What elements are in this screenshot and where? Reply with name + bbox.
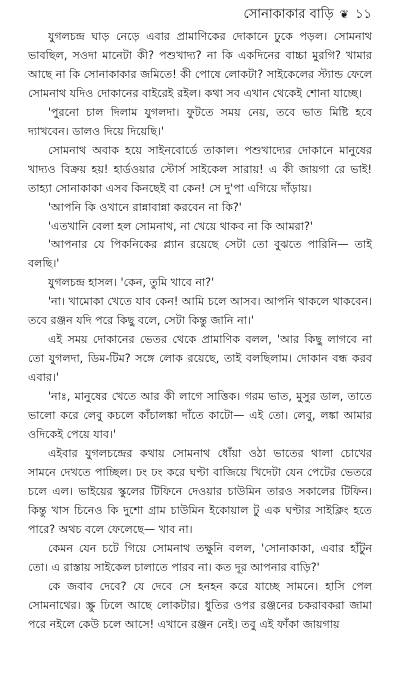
paragraph: যুগলচন্দ্র ঘাড় নেড়ে এবার প্রামাণিকের দোকানে ঢুকে পড়ল। সোমনাথ ভাবছিল, সওদা মানেটা কী? পশুখাদ্য? না কি একদিনের বাচ্চা মুরগি? খামার আছে না কি সোনাকাকার জমিতে! কী পোষে লোকটা? সাইকেলের স্ট্যান্ড ফেলে সোমনাথ যদিও দোকানের বাইরেই রইল। কথা সব এখান থেকেই শোনা যাচ্ছে। — [28, 30, 372, 100]
paragraph: 'আপনার যে পিকনিকের প্ল্যান রয়েছে সেটা তো বুঝতে পারিনি— তাই বলছি।' — [28, 238, 372, 271]
paragraph: সোমনাথ অবাক হয়ে সাইনবোর্ডে তাকাল। পশুখাদ্যের দোকানে মানুষের খাদ্যও বিক্রয় হয়! হার্ডওয়ার স্টোর্স সাইকেল সারায়! এ কী জায়গা রে ভাই! তাহ্যা সোনাকাকা এসব কিনছেই বা কেন! সে দু'পা এগিয়ে দাঁড়ায়। — [28, 143, 372, 195]
paragraph: এই সময় দোকানের ভেতর থেকে প্রামাণিক বলল, 'আর কিছু লাগবে না তো যুগলদা, ডিম-টিম? সঙ্গে লোক রয়েছে, তাই বলছিলাম। দোকান বন্ধ করব এবার।' — [28, 333, 372, 385]
paragraph: যুগলচন্দ্র হাসল। 'কেন, তুমি খাবে না?' — [47, 276, 215, 290]
running-header — [28, 6, 372, 28]
page-number: ১১ — [355, 7, 372, 22]
paragraph: 'আপনি কি ওখানে রান্নাবান্না করবেন না কি?' — [47, 200, 242, 214]
paragraph: 'নাঃ, মানুষের খেতে আর কী লাগে সাত্তিক। গরম ভাত, মুসুর ডাল, তাতে ভালো করে লেবু কচলে কাঁচালঙ্কা দাঁতে কাটো— এই তো। লেবু, লঙ্কা আমার ওদিকেই পেয়ে যাব।' — [28, 390, 372, 442]
header-title: সোনাকাকার বাড়ি — [243, 7, 334, 22]
paragraph: 'এতখানি বেলা হল সোমনাথ, না খেয়ে থাকব না কি আমরা?' — [47, 219, 313, 233]
ornament-icon: ❦ — [339, 8, 349, 21]
paragraph: 'না। খামোকা খেতে যাব কেন! আমি চলে আসব। আপনি থাকলে থাকবেন। তবে রঞ্জন যদি পরে কিছু বলে, সেটা কিন্তু জানি না।' — [28, 295, 372, 328]
body-text — [28, 28, 372, 635]
paragraph: কে জবাব দেবে? যে দেবে সে হনহন করে যাচ্ছে সামনে। হাসি পেল সোমনাথের। স্ক্রু ঢিলে আছে লোকটার। ধুতির ওপর রঞ্জনের চকরাবকরা জামা পরে নইলে কেউ চলে আসে! এখানে রঞ্জন নেই। তবু এই ফাঁকা জায়গায় — [28, 579, 372, 631]
paragraph: কেমন যেন চটে গিয়ে সোমনাথ তক্ষুনি বলল, 'সোনাকাকা, এবার হাঁটুন তো। এ রাস্তায় সাইকেল চালাতে পারব না। কত দূর আপনার বাড়ি?' — [28, 541, 372, 574]
paragraph: এইবার যুগলচন্দ্রের কথায় সোমনাথ ধোঁয়া ওঠা ভাতের থালা চোখের সামনে দেখতে পাচ্ছিল। ঢং ঢং করে ঘণ্টা বাজিয়ে খিদেটা যেন পেটের ভেতরে চলে এল। ভাইয়ের স্কুলের টিফিনে দেওয়ার চাউমিন তারও সকালের টিফিন। কিন্তু খাস চিনেও কি দুশো গ্রাম চাউমিন ইকোয়াল টু এক ঘণ্টার সাইক্লিং হতে পারে? অথচ বলে ফেলেছে— খাব না। — [28, 446, 372, 536]
paragraph: 'পুরনো চাল দিলাম যুগলদা। ফুটতে সময় নেয়, তবে ভাত মিষ্টি হবে দ্যাখবেন। ডালও দিয়ে দিয়েছি।' — [28, 105, 372, 138]
